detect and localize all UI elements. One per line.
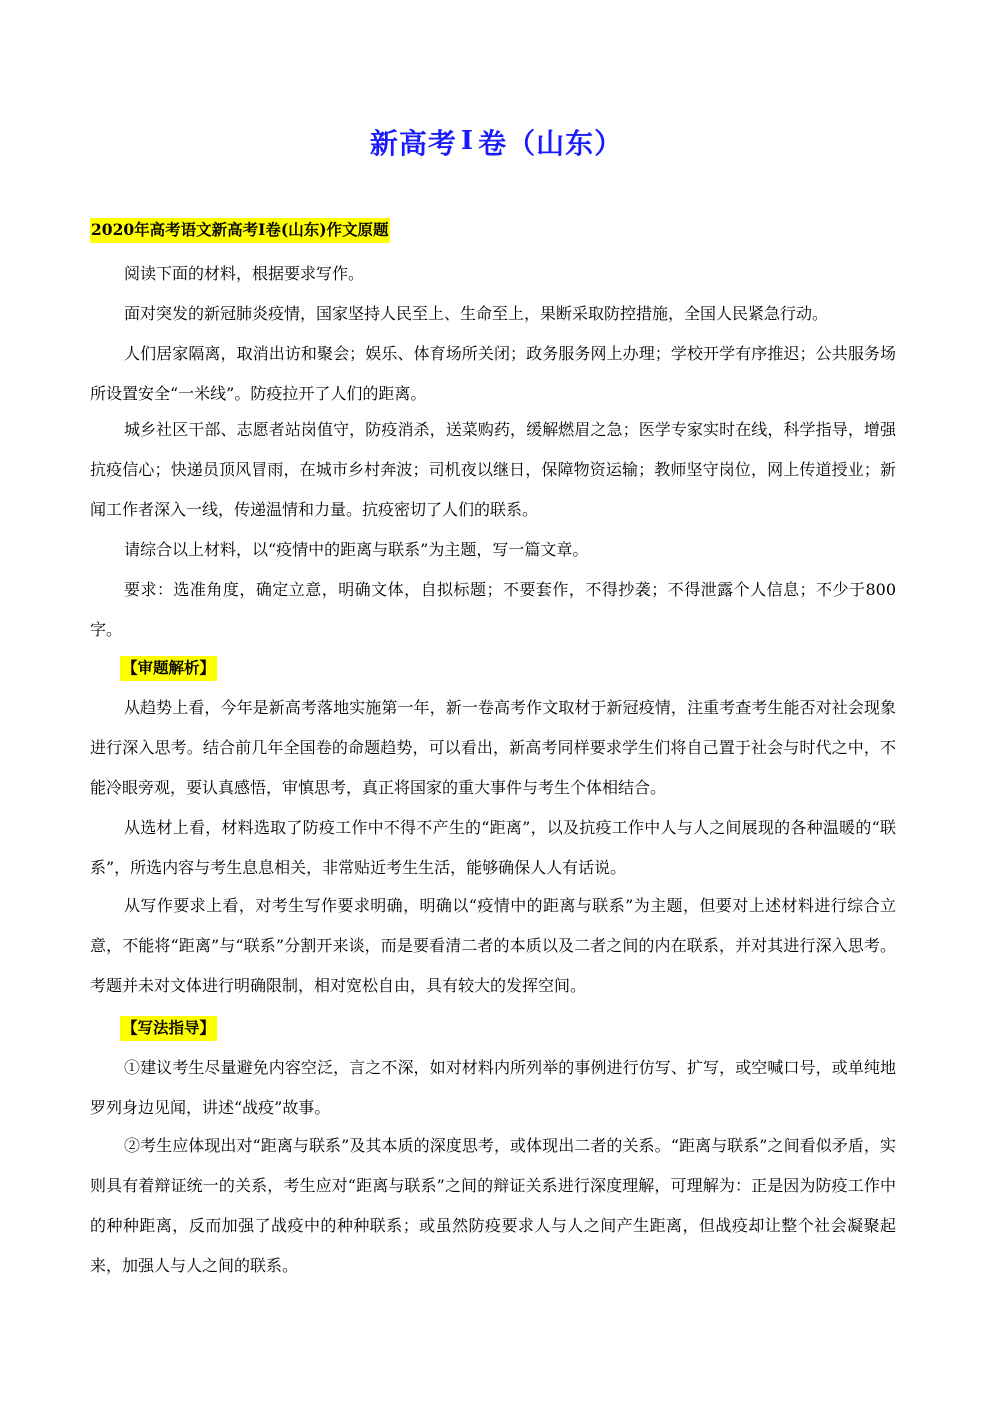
prompt-paragraph-2: 人们居家隔离，取消出访和聚会；娱乐、体育场所关闭；政务服务网上办理；学校开学有序推迟；公共服务场所设置安全“一米线”。防疫拉开了人们的距离。 — [90, 344, 896, 403]
analysis-paragraph-3: 从写作要求上看，对考生写作要求明确，明确以“疫情中的距离与联系”为主题，但要对上述材料进行综合立意，不能将“距离”与“联系”分割开来谈，而是要看清二者的本质以及二者之间的内在联系，并对其进行深入思考。考题并未对文体进行明确限制，相对宽松自由，具有较大的发挥空间。 — [90, 896, 896, 995]
analysis-label: 【审题解析】 — [120, 656, 217, 681]
guide-paragraph-2: ②考生应体现出对“距离与联系”及其本质的深度思考，或体现出二者的关系。“距离与联系”之间看似矛盾，实则具有着辩证统一的关系，考生应对“距离与联系”之间的辩证关系进行深度理解，可理解为：正是因为防疫工作中的种种距离，反而加强了战疫中的种种联系；或虽然防疫要求人与人之间产生距离，但战疫却让整个社会凝聚起来，加强人与人之间的联系。 — [90, 1136, 896, 1275]
prompt-intro: 阅读下面的材料，根据要求写作。 — [124, 264, 365, 283]
analysis-paragraph-1: 从趋势上看，今年是新高考落地实施第一年，新一卷高考作文取材于新冠疫情，注重考查考生能否对社会现象进行深入思考。结合前几年全国卷的命题趋势，可以看出，新高考同样要求学生们将自己置于社会与时代之中，不能冷眼旁观，要认真感悟，审慎思考，真正将国家的重大事件与考生个体相结合。 — [90, 698, 896, 797]
prompt-requirement: 要求：选准角度，确定立意，明确文体，自拟标题；不要套作，不得抄袭；不得泄露个人信息；不少于800字。 — [90, 580, 896, 639]
title-prefix: 新高考 — [369, 127, 457, 160]
guide-label: 【写法指导】 — [120, 1016, 217, 1041]
section-heading: 2020年高考语文新高考Ⅰ卷(山东)作文原题 — [90, 218, 390, 243]
prompt-paragraph-4: 请综合以上材料，以“疫情中的距离与联系”为主题，写一篇文章。 — [124, 540, 589, 559]
prompt-paragraph-3: 城乡社区干部、志愿者站岗值守，防疫消杀，送菜购药，缓解燃眉之急；医学专家实时在线，科学指导，增强抗疫信心；快递员顶风冒雨，在城市乡村奔波；司机夜以继日，保障物资运输；教师坚守岗位，网上传道授业；新闻工作者深入一线，传递温情和力量。抗疫密切了人们的联系。 — [90, 420, 896, 519]
analysis-paragraph-2: 从选材上看，材料选取了防疫工作中不得不产生的“距离”，以及抗疫工作中人与人之间展现的各种温暖的“联系”，所选内容与考生息息相关，非常贴近考生生活，能够确保人人有话说。 — [90, 818, 896, 877]
title-suffix: 卷（山东） — [478, 127, 624, 160]
prompt-paragraph-1: 面对突发的新冠肺炎疫情，国家坚持人民至上、生命至上，果断采取防控措施，全国人民紧急行动。 — [124, 304, 829, 323]
page-title — [0, 122, 993, 162]
title-roman-numeral: Ⅰ — [460, 126, 475, 156]
guide-paragraph-1: ①建议考生尽量避免内容空泛，言之不深，如对材料内所列举的事例进行仿写、扩写，或空喊口号，或单纯地罗列身边见闻，讲述“战疫”故事。 — [90, 1058, 896, 1117]
